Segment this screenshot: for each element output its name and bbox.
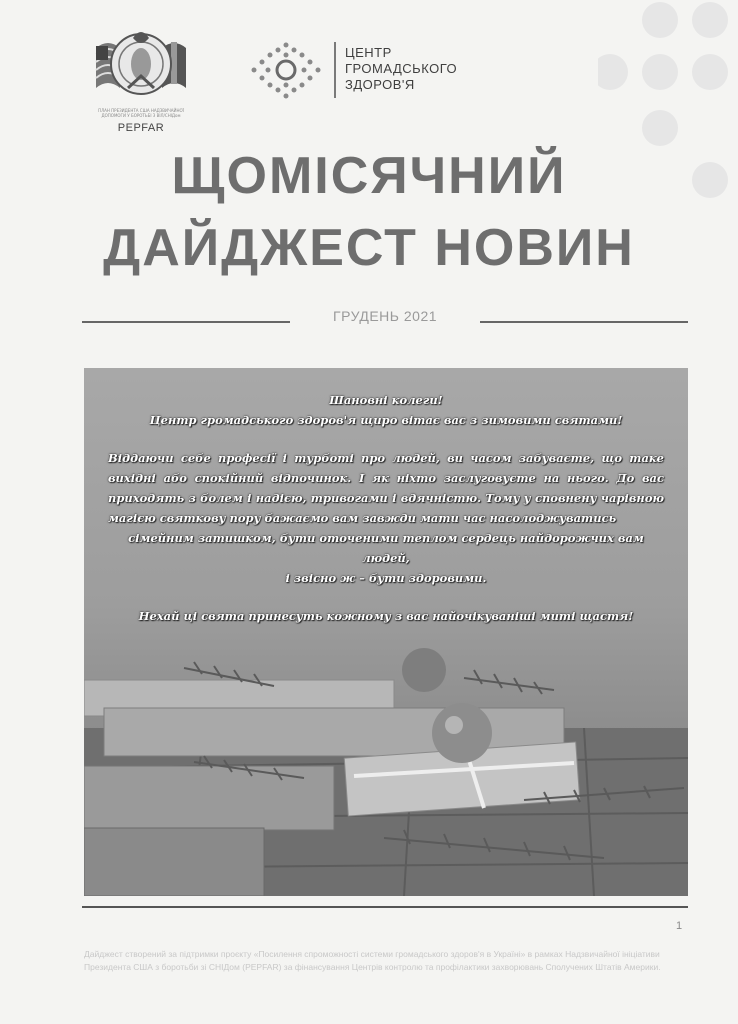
footer-note [84, 948, 690, 974]
pepfar-name: PEPFAR [117, 122, 165, 134]
greeting-body-line-1: сімейним затишком, бути оточеними теплом сердець найдорожчих вам людей, [128, 531, 644, 565]
month-row [82, 308, 688, 332]
holiday-photo [84, 368, 688, 896]
month-divider-left [82, 321, 290, 323]
cgz-line-1: ЦЕНТР [345, 45, 392, 60]
greeting-text [108, 390, 664, 626]
logo-divider [334, 42, 336, 98]
greeting-body-line-2: і звісно ж – бути здоровими. [285, 571, 487, 585]
cgz-line-2: ГРОМАДСЬКОГО [345, 61, 458, 76]
footer-line-1: Дайджест створений за підтримки проєкту «Посилення спроможності системи громадського здоров'я в Україні» в рамках Надзвичайної ініціативи [84, 949, 660, 959]
month-divider-right [480, 321, 688, 323]
cgz-logo-text [345, 45, 457, 93]
issue-month: ГРУДЕНЬ 2021 [332, 308, 438, 324]
greeting-intro: Центр громадського здоров'я щиро вітає вас з зимовими святами! [149, 413, 623, 427]
footer-divider [82, 906, 688, 908]
cgz-line-3: ЗДОРОВ'Я [345, 77, 415, 92]
greeting-closing: Нехай ці свята принесуть кожному з вас найочікуваніші миті щастя! [138, 609, 634, 623]
title-line-1: ЩОМІСЯЧНИЙ [171, 147, 567, 205]
cgz-dots-icon [248, 40, 324, 102]
greeting-body: Віддаючи себе професії і турботі про людей, ви часом забуваєте, що таке вихідні або спокійний відпочинок. І як ніхто заслуговуєте на нього. До вас приходять з болем і надією, тривогами і вдячністю. Тому у сповнену чарівною магією святкову пору бажаємо вам завжди мати час насолоджуватись [108, 451, 664, 525]
page-number: 1 [676, 920, 683, 932]
greeting-salutation: Шановні колеги! [329, 393, 443, 407]
page-title [60, 140, 678, 284]
pepfar-caption: ПЛАН ПРЕЗИДЕНТА США НАДЗВИЧАЙНОЇ ДОПОМОГИ У БОРОТЬБІ З ВІЛ/СНІДом [98, 108, 184, 118]
title-line-2: ДАЙДЖЕСТ НОВИН [103, 219, 635, 277]
pepfar-emblem-icon [88, 18, 194, 108]
footer-line-2: Президента США з боротьби зі СНІДом (PEPFAR) за фінансування Центрів контролю та профілактики захворювань Сполучених Штатів Америки. [84, 962, 661, 972]
pepfar-logo [86, 18, 196, 133]
